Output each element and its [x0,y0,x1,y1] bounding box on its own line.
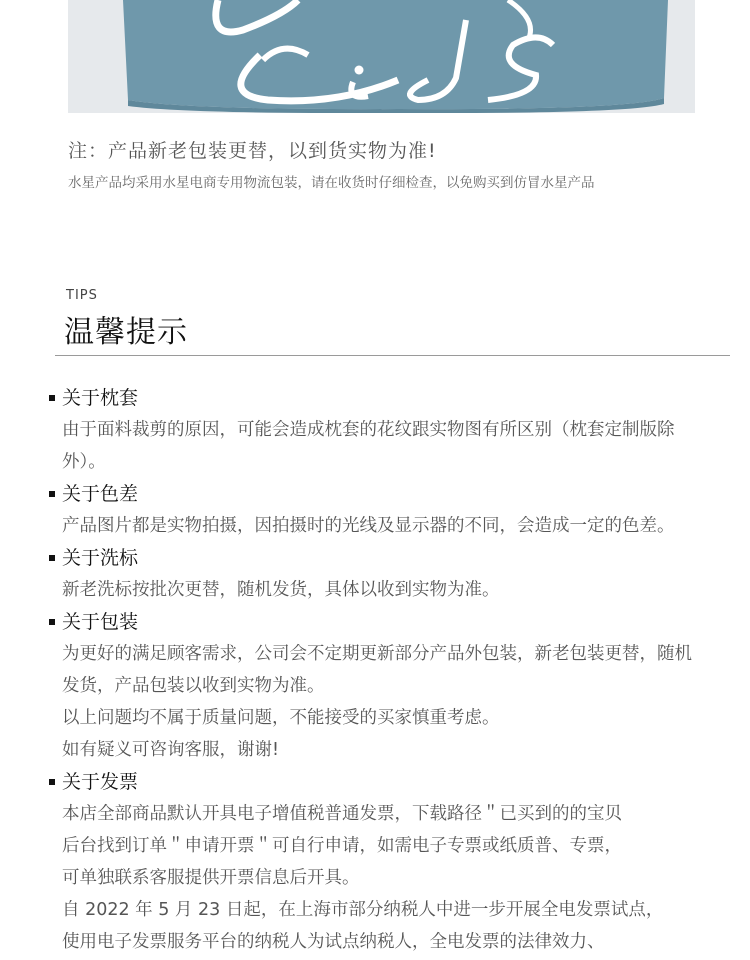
bullet-icon [49,779,55,785]
tips-content [0,382,750,958]
section-line: 使用电子发票服务平台的纳税人为试点纳税人，全电发票的法律效力、 [62,932,605,952]
divider [55,355,730,356]
section-line: 自 2022 年 5 月 23 日起，在上海市部分纳税人中进一步开展全电发票试点， [62,900,664,920]
section-line: 发货，产品包装以收到实物为准。 [62,676,325,696]
bullet-icon [49,619,55,625]
section-heading-wash-label: 关于洗标 [0,542,750,574]
section-heading-pillowcase: 关于枕套 [0,382,750,414]
section-heading-packaging: 关于包装 [0,606,750,638]
section-line: 由于面料裁剪的原因，可能会造成枕套的花纹跟实物图有所区别（枕套定制版除 [62,420,675,440]
section-line: 可单独联系客服提供开票信息后开具。 [62,868,360,888]
section-line: 外）。 [62,452,106,472]
pillow-image [68,0,695,113]
packaging-notice: 注：产品新老包装更替，以到货实物为准! [68,140,437,162]
bullet-icon [49,491,55,497]
section-line: 后台找到订单＂申请开票＂可自行申请，如需电子专票或纸质普、专票， [62,836,622,856]
section-heading-color-difference: 关于色差 [0,478,750,510]
section-line: 为更好的满足顾客需求，公司会不定期更新部分产品外包装，新老包装更替，随机 [62,644,692,664]
section-line: 如有疑义可咨询客服，谢谢! [62,740,280,760]
section-line: 本店全部商品默认开具电子增值税普通发票，下载路径＂已买到的的宝贝 [62,804,622,824]
pillow-product-photo [68,0,695,113]
tips-title: 温馨提示 [64,315,188,350]
section-line: 新老洗标按批次更替，随机发货，具体以收到实物为准。 [62,580,500,600]
bullet-icon [49,395,55,401]
section-heading-invoice: 关于发票 [0,766,750,798]
section-line: 以上问题均不属于质量问题，不能接受的买家慎重考虑。 [62,708,500,728]
logistics-notice: 水星产品均采用水星电商专用物流包装，请在收货时仔细检查，以免购买到仿冒水星产品 [68,175,595,191]
bullet-icon [49,555,55,561]
tips-label: TIPS [66,288,98,303]
section-line: 产品图片都是实物拍摄，因拍摄时的光线及显示器的不同，会造成一定的色差。 [62,516,675,536]
